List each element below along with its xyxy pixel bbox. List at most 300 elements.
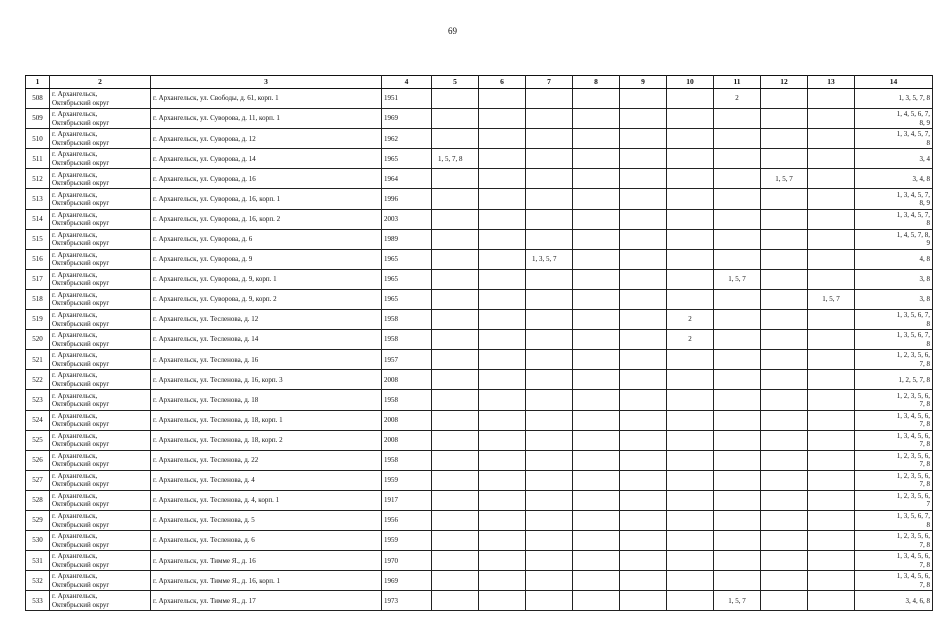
col10-cell: 2 xyxy=(667,310,714,330)
row-number-cell: 522 xyxy=(26,370,50,390)
column-header: 2 xyxy=(50,76,151,89)
housing-table xyxy=(25,75,933,611)
year-cell: 1958 xyxy=(382,330,432,350)
col14-cell: 1, 4, 5, 7, 8, 9 xyxy=(855,229,933,249)
col5-cell xyxy=(432,430,479,450)
col7-cell xyxy=(526,169,573,189)
year-cell: 1973 xyxy=(382,591,432,611)
col5-cell xyxy=(432,269,479,289)
col14-cell: 1, 4, 5, 6, 7, 8, 9 xyxy=(855,109,933,129)
col11-cell xyxy=(714,571,761,591)
table-row xyxy=(26,129,933,149)
col8-cell xyxy=(573,289,620,309)
row-number-cell: 517 xyxy=(26,269,50,289)
col10-cell: 2 xyxy=(667,330,714,350)
table-row xyxy=(26,189,933,209)
address-cell: г. Архангельск, ул. Суворова, д. 16 xyxy=(151,169,382,189)
col12-cell xyxy=(761,269,808,289)
col9-cell xyxy=(620,390,667,410)
table-row xyxy=(26,330,933,350)
col8-cell xyxy=(573,450,620,470)
year-cell: 1965 xyxy=(382,289,432,309)
table-row xyxy=(26,209,933,229)
table-row xyxy=(26,169,933,189)
col11-cell xyxy=(714,209,761,229)
col14-cell: 3, 8 xyxy=(855,269,933,289)
address-cell: г. Архангельск, ул. Суворова, д. 14 xyxy=(151,149,382,169)
col8-cell xyxy=(573,229,620,249)
district-cell: г. Архангельск, Октябрьский округ xyxy=(50,289,151,309)
col9-cell xyxy=(620,470,667,490)
column-header: 11 xyxy=(714,76,761,89)
col8-cell xyxy=(573,149,620,169)
col13-cell xyxy=(808,510,855,530)
address-cell: г. Архангельск, ул. Суворова, д. 11, корп. 1 xyxy=(151,109,382,129)
col9-cell xyxy=(620,410,667,430)
page-number: 69 xyxy=(448,26,457,36)
col14-cell: 1, 3, 4, 5, 6, 7, 8 xyxy=(855,551,933,571)
col6-cell xyxy=(479,189,526,209)
col6-cell xyxy=(479,591,526,611)
col9-cell xyxy=(620,450,667,470)
col7-cell xyxy=(526,490,573,510)
col14-cell: 1, 2, 3, 5, 6, 7, 8 xyxy=(855,470,933,490)
col9-cell xyxy=(620,169,667,189)
col8-cell xyxy=(573,410,620,430)
col9-cell xyxy=(620,109,667,129)
col5-cell xyxy=(432,209,479,229)
col6-cell xyxy=(479,269,526,289)
district-cell: г. Архангельск, Октябрьский округ xyxy=(50,189,151,209)
col13-cell xyxy=(808,571,855,591)
col5-cell xyxy=(432,370,479,390)
col7-cell xyxy=(526,330,573,350)
col11-cell xyxy=(714,430,761,450)
row-number-cell: 530 xyxy=(26,531,50,551)
table-row xyxy=(26,591,933,611)
col13-cell xyxy=(808,531,855,551)
address-cell: г. Архангельск, ул. Тимме Я., д. 16, корп. 1 xyxy=(151,571,382,591)
col14-cell: 3, 4, 8 xyxy=(855,169,933,189)
col6-cell xyxy=(479,209,526,229)
column-header: 10 xyxy=(667,76,714,89)
col10-cell xyxy=(667,430,714,450)
district-cell: г. Архангельск, Октябрьский округ xyxy=(50,310,151,330)
col13-cell xyxy=(808,249,855,269)
col12-cell: 1, 5, 7 xyxy=(761,169,808,189)
col14-cell: 1, 3, 5, 6, 7, 8 xyxy=(855,310,933,330)
col12-cell xyxy=(761,490,808,510)
col11-cell: 2 xyxy=(714,89,761,109)
address-cell: г. Архангельск, ул. Тимме Я., д. 17 xyxy=(151,591,382,611)
col11-cell: 1, 5, 7 xyxy=(714,269,761,289)
table-row xyxy=(26,249,933,269)
col9-cell xyxy=(620,249,667,269)
col7-cell xyxy=(526,229,573,249)
row-number-cell: 519 xyxy=(26,310,50,330)
col6-cell xyxy=(479,571,526,591)
col5-cell xyxy=(432,390,479,410)
district-cell: г. Архангельск, Октябрьский округ xyxy=(50,510,151,530)
col9-cell xyxy=(620,330,667,350)
col7-cell xyxy=(526,209,573,229)
col5-cell xyxy=(432,470,479,490)
col6-cell xyxy=(479,450,526,470)
col9-cell xyxy=(620,129,667,149)
col7-cell xyxy=(526,571,573,591)
col9-cell xyxy=(620,591,667,611)
col11-cell xyxy=(714,450,761,470)
district-cell: г. Архангельск, Октябрьский округ xyxy=(50,551,151,571)
row-number-cell: 524 xyxy=(26,410,50,430)
header-row xyxy=(26,76,933,89)
col11-cell xyxy=(714,189,761,209)
address-cell: г. Архангельск, ул. Тесленова, д. 4, корп. 1 xyxy=(151,490,382,510)
row-number-cell: 521 xyxy=(26,350,50,370)
col10-cell xyxy=(667,410,714,430)
district-cell: г. Архангельск, Октябрьский округ xyxy=(50,129,151,149)
row-number-cell: 520 xyxy=(26,330,50,350)
year-cell: 1969 xyxy=(382,571,432,591)
col14-cell: 1, 2, 3, 5, 6, 7 xyxy=(855,490,933,510)
district-cell: г. Архангельск, Октябрьский округ xyxy=(50,149,151,169)
col13-cell xyxy=(808,551,855,571)
row-number-cell: 512 xyxy=(26,169,50,189)
col8-cell xyxy=(573,470,620,490)
col12-cell xyxy=(761,571,808,591)
col13-cell xyxy=(808,310,855,330)
col12-cell xyxy=(761,370,808,390)
col7-cell xyxy=(526,310,573,330)
col8-cell xyxy=(573,209,620,229)
table-row xyxy=(26,531,933,551)
district-cell: г. Архангельск, Октябрьский округ xyxy=(50,531,151,551)
col10-cell xyxy=(667,209,714,229)
col14-cell: 1, 3, 4, 5, 7, 8 xyxy=(855,209,933,229)
col5-cell: 1, 5, 7, 8 xyxy=(432,149,479,169)
col5-cell xyxy=(432,129,479,149)
col7-cell xyxy=(526,149,573,169)
column-header: 3 xyxy=(151,76,382,89)
address-cell: г. Архангельск, ул. Тесленова, д. 4 xyxy=(151,470,382,490)
row-number-cell: 529 xyxy=(26,510,50,530)
col13-cell xyxy=(808,89,855,109)
col5-cell xyxy=(432,490,479,510)
address-cell: г. Архангельск, ул. Суворова, д. 12 xyxy=(151,129,382,149)
year-cell: 2008 xyxy=(382,370,432,390)
col13-cell xyxy=(808,169,855,189)
col6-cell xyxy=(479,490,526,510)
col5-cell xyxy=(432,189,479,209)
col12-cell xyxy=(761,551,808,571)
col10-cell xyxy=(667,390,714,410)
col9-cell xyxy=(620,430,667,450)
col5-cell xyxy=(432,531,479,551)
col14-cell: 1, 2, 3, 5, 6, 7, 8 xyxy=(855,350,933,370)
col8-cell xyxy=(573,169,620,189)
col11-cell xyxy=(714,390,761,410)
year-cell: 1965 xyxy=(382,149,432,169)
col14-cell: 1, 3, 4, 5, 6, 7, 8 xyxy=(855,430,933,450)
col6-cell xyxy=(479,249,526,269)
col8-cell xyxy=(573,571,620,591)
col8-cell xyxy=(573,390,620,410)
col5-cell xyxy=(432,410,479,430)
table-row xyxy=(26,410,933,430)
col13-cell xyxy=(808,490,855,510)
row-number-cell: 528 xyxy=(26,490,50,510)
year-cell: 1962 xyxy=(382,129,432,149)
col7-cell xyxy=(526,350,573,370)
row-number-cell: 514 xyxy=(26,209,50,229)
address-cell: г. Архангельск, ул. Тесленова, д. 6 xyxy=(151,531,382,551)
col14-cell: 1, 2, 3, 5, 6, 7, 8 xyxy=(855,531,933,551)
year-cell: 1989 xyxy=(382,229,432,249)
col6-cell xyxy=(479,531,526,551)
year-cell: 1958 xyxy=(382,310,432,330)
col13-cell xyxy=(808,450,855,470)
col13-cell xyxy=(808,269,855,289)
col9-cell xyxy=(620,289,667,309)
table-row xyxy=(26,470,933,490)
year-cell: 1964 xyxy=(382,169,432,189)
col7-cell xyxy=(526,591,573,611)
col10-cell xyxy=(667,229,714,249)
col9-cell xyxy=(620,350,667,370)
col14-cell: 1, 3, 4, 5, 7, 8, 9 xyxy=(855,189,933,209)
row-number-cell: 516 xyxy=(26,249,50,269)
table-row xyxy=(26,450,933,470)
table-row xyxy=(26,109,933,129)
col13-cell xyxy=(808,350,855,370)
col7-cell xyxy=(526,510,573,530)
address-cell: г. Архангельск, ул. Суворова, д. 6 xyxy=(151,229,382,249)
col13-cell xyxy=(808,189,855,209)
col7-cell xyxy=(526,410,573,430)
col7-cell xyxy=(526,390,573,410)
col6-cell xyxy=(479,510,526,530)
col12-cell xyxy=(761,430,808,450)
col9-cell xyxy=(620,209,667,229)
table-row xyxy=(26,571,933,591)
col9-cell xyxy=(620,510,667,530)
col7-cell xyxy=(526,450,573,470)
col7-cell xyxy=(526,109,573,129)
col9-cell xyxy=(620,229,667,249)
col12-cell xyxy=(761,149,808,169)
row-number-cell: 515 xyxy=(26,229,50,249)
col6-cell xyxy=(479,430,526,450)
year-cell: 1969 xyxy=(382,109,432,129)
col12-cell xyxy=(761,89,808,109)
col12-cell xyxy=(761,350,808,370)
col9-cell xyxy=(620,370,667,390)
col5-cell xyxy=(432,89,479,109)
col11-cell xyxy=(714,370,761,390)
col13-cell xyxy=(808,229,855,249)
col13-cell xyxy=(808,109,855,129)
col14-cell: 1, 2, 3, 5, 6, 7, 8 xyxy=(855,450,933,470)
col12-cell xyxy=(761,450,808,470)
col11-cell xyxy=(714,249,761,269)
year-cell: 1959 xyxy=(382,531,432,551)
table-row xyxy=(26,149,933,169)
col12-cell xyxy=(761,510,808,530)
table-row xyxy=(26,89,933,109)
col6-cell xyxy=(479,410,526,430)
col5-cell xyxy=(432,109,479,129)
col7-cell xyxy=(526,470,573,490)
col10-cell xyxy=(667,249,714,269)
col8-cell xyxy=(573,249,620,269)
year-cell: 2008 xyxy=(382,410,432,430)
district-cell: г. Архангельск, Октябрьский округ xyxy=(50,370,151,390)
district-cell: г. Архангельск, Октябрьский округ xyxy=(50,269,151,289)
col14-cell: 4, 8 xyxy=(855,249,933,269)
year-cell: 1965 xyxy=(382,269,432,289)
col12-cell xyxy=(761,390,808,410)
col10-cell xyxy=(667,571,714,591)
year-cell: 1956 xyxy=(382,510,432,530)
district-cell: г. Архангельск, Октябрьский округ xyxy=(50,390,151,410)
col5-cell xyxy=(432,591,479,611)
row-number-cell: 525 xyxy=(26,430,50,450)
column-header: 9 xyxy=(620,76,667,89)
col10-cell xyxy=(667,149,714,169)
col6-cell xyxy=(479,129,526,149)
address-cell: г. Архангельск, ул. Суворова, д. 9 xyxy=(151,249,382,269)
col10-cell xyxy=(667,350,714,370)
year-cell: 1970 xyxy=(382,551,432,571)
district-cell: г. Архангельск, Октябрьский округ xyxy=(50,169,151,189)
col6-cell xyxy=(479,149,526,169)
district-cell: г. Архангельск, Октябрьский округ xyxy=(50,430,151,450)
table-row xyxy=(26,229,933,249)
col8-cell xyxy=(573,551,620,571)
address-cell: г. Архангельск, ул. Тесленова, д. 18, корп. 1 xyxy=(151,410,382,430)
col11-cell xyxy=(714,531,761,551)
col8-cell xyxy=(573,310,620,330)
address-cell: г. Архангельск, ул. Суворова, д. 16, корп. 1 xyxy=(151,189,382,209)
col11-cell xyxy=(714,169,761,189)
table-row xyxy=(26,350,933,370)
column-header: 12 xyxy=(761,76,808,89)
col11-cell xyxy=(714,109,761,129)
col12-cell xyxy=(761,129,808,149)
col5-cell xyxy=(432,551,479,571)
col13-cell xyxy=(808,149,855,169)
col10-cell xyxy=(667,269,714,289)
col6-cell xyxy=(479,470,526,490)
col8-cell xyxy=(573,510,620,530)
col13-cell xyxy=(808,430,855,450)
col13-cell xyxy=(808,330,855,350)
col9-cell xyxy=(620,551,667,571)
col13-cell xyxy=(808,470,855,490)
col7-cell: 1, 3, 5, 7 xyxy=(526,249,573,269)
column-header: 7 xyxy=(526,76,573,89)
col8-cell xyxy=(573,330,620,350)
col11-cell xyxy=(714,310,761,330)
col12-cell xyxy=(761,249,808,269)
table-row xyxy=(26,510,933,530)
col10-cell xyxy=(667,490,714,510)
col10-cell xyxy=(667,169,714,189)
col13-cell xyxy=(808,370,855,390)
col8-cell xyxy=(573,350,620,370)
col14-cell: 1, 3, 5, 6, 7, 8 xyxy=(855,510,933,530)
column-header: 8 xyxy=(573,76,620,89)
address-cell: г. Архангельск, ул. Суворова, д. 9, корп. 2 xyxy=(151,289,382,309)
col8-cell xyxy=(573,129,620,149)
row-number-cell: 532 xyxy=(26,571,50,591)
address-cell: г. Архангельск, ул. Тесленова, д. 16 xyxy=(151,350,382,370)
table-row xyxy=(26,390,933,410)
year-cell: 1996 xyxy=(382,189,432,209)
year-cell: 1917 xyxy=(382,490,432,510)
address-cell: г. Архангельск, ул. Тесленова, д. 18, корп. 2 xyxy=(151,430,382,450)
col6-cell xyxy=(479,89,526,109)
address-cell: г. Архангельск, ул. Свободы, д. 61, корп. 1 xyxy=(151,89,382,109)
column-header: 5 xyxy=(432,76,479,89)
col12-cell xyxy=(761,310,808,330)
district-cell: г. Архангельск, Октябрьский округ xyxy=(50,410,151,430)
col8-cell xyxy=(573,269,620,289)
district-cell: г. Архангельск, Октябрьский округ xyxy=(50,490,151,510)
col11-cell xyxy=(714,490,761,510)
col8-cell xyxy=(573,531,620,551)
col14-cell: 1, 3, 5, 6, 7, 8 xyxy=(855,330,933,350)
col11-cell xyxy=(714,510,761,530)
col12-cell xyxy=(761,229,808,249)
col11-cell xyxy=(714,410,761,430)
col10-cell xyxy=(667,591,714,611)
col12-cell xyxy=(761,531,808,551)
col6-cell xyxy=(479,370,526,390)
row-number-cell: 518 xyxy=(26,289,50,309)
col13-cell xyxy=(808,410,855,430)
col14-cell: 1, 3, 5, 7, 8 xyxy=(855,89,933,109)
district-cell: г. Архангельск, Октябрьский округ xyxy=(50,330,151,350)
table-row xyxy=(26,370,933,390)
row-number-cell: 509 xyxy=(26,109,50,129)
address-cell: г. Архангельск, ул. Суворова, д. 9, корп. 1 xyxy=(151,269,382,289)
col9-cell xyxy=(620,490,667,510)
year-cell: 1957 xyxy=(382,350,432,370)
col7-cell xyxy=(526,129,573,149)
table-row xyxy=(26,269,933,289)
col8-cell xyxy=(573,109,620,129)
col10-cell xyxy=(667,510,714,530)
col7-cell xyxy=(526,269,573,289)
col13-cell xyxy=(808,209,855,229)
column-header: 4 xyxy=(382,76,432,89)
col7-cell xyxy=(526,551,573,571)
col12-cell xyxy=(761,109,808,129)
col7-cell xyxy=(526,289,573,309)
col5-cell xyxy=(432,330,479,350)
col12-cell xyxy=(761,209,808,229)
col10-cell xyxy=(667,450,714,470)
col14-cell: 3, 8 xyxy=(855,289,933,309)
col9-cell xyxy=(620,149,667,169)
col11-cell xyxy=(714,551,761,571)
col10-cell xyxy=(667,531,714,551)
col8-cell xyxy=(573,591,620,611)
year-cell: 1958 xyxy=(382,390,432,410)
row-number-cell: 513 xyxy=(26,189,50,209)
district-cell: г. Архангельск, Октябрьский округ xyxy=(50,89,151,109)
